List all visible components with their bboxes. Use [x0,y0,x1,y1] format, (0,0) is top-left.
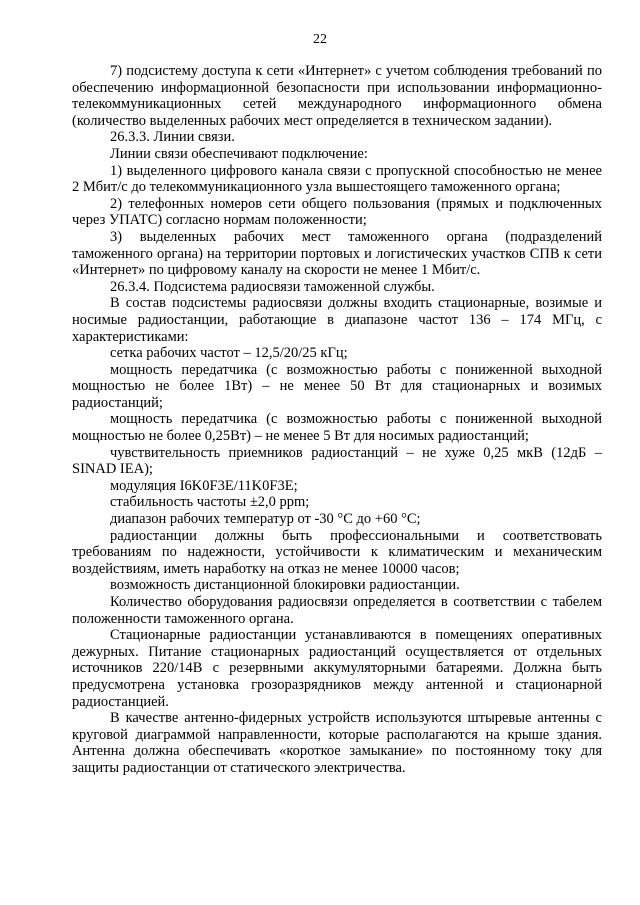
paragraph: Линии связи обеспечивают подключение: [110,145,368,162]
characteristic-item: диапазон рабочих температур от -30 °С до +60 °С; [110,511,421,528]
paragraph: Стационарные радиостанции устанавливаются в помещениях оперативных дежурных. Питание стационарных радиостанций осуществляется от отдельных источников 220/14В с резервными аккумуляторными батареями. Должна быть предусмотрена установка грозоразрядников между антенной и стационарной радиостанцией. [72,627,602,710]
characteristic-item: чувствительность приемников радиостанций – не хуже 0,25 мкВ (12дБ – SINAD IEA); [72,444,602,478]
list-item: 1) выделенного цифрового канала связи с пропускной способностью не менее 2 Мбит/с до телекоммуникационного узла вышестоящего таможенного органа; [72,162,602,196]
characteristic-item: радиостанции должны быть профессиональными и соответствовать требованиям по надежности, устойчивости к климатическим и механическим воздействиям, иметь наработку на отказ не менее 10000 часов; [72,527,602,577]
section-heading: 26.3.4. Подсистема радиосвязи таможенной службы. [110,278,435,295]
list-item: 3) выделенных рабочих мест таможенного органа (подразделений таможенного органа) на территории портовых и логистических участков СПВ к сети «Интернет» по цифровому каналу на скорости не менее 1 Мбит/с. [72,228,602,279]
characteristic-item: стабильность частоты ±2,0 ppm; [110,494,310,511]
document-body [72,63,602,777]
paragraph: 7) подсистему доступа к сети «Интернет» с учетом соблюдения требований по обеспечению информационной безопасности при использовании информационно-телекоммуникационных сетей международного информационного обмена (количество выделенных рабочих мест определяется в техническом задании). [72,63,602,129]
characteristic-item: модуляция I6K0F3E/11K0F3E; [110,477,298,494]
characteristic-item: мощность передатчика (с возможностью работы с пониженной выходной мощностью не более 1Вт) – не менее 50 Вт для стационарных и возимых радиостанций; [72,361,602,411]
paragraph: В состав подсистемы радиосвязи должны входить стационарные, возимые и носимые радиостанции, работающие в диапазоне частот 136 – 174 МГц, с характеристиками: [72,295,602,345]
paragraph: В качестве антенно-фидерных устройств используются штыревые антенны с круговой диаграммой направленности, которые располагаются на крыше здания. Антенна должна обеспечивать «короткое замыкание» по постоянному току для защиты радиостанции от статического электричества. [72,710,602,776]
paragraph: Количество оборудования радиосвязи определяется в соответствии с табелем положенности таможенного органа. [72,594,602,627]
characteristic-item: сетка рабочих частот – 12,5/20/25 кГц; [110,345,348,362]
page-number: 22 [313,32,327,47]
characteristic-item: возможность дистанционной блокировки радиостанции. [110,577,460,594]
list-item: 2) телефонных номеров сети общего пользования (прямых и подключенных через УПАТС) согласно нормам положенности; [72,195,602,229]
characteristic-item: мощность передатчика (с возможностью работы с пониженной выходной мощностью не более 0,25Вт) – не менее 5 Вт для носимых радиостанций; [72,411,602,445]
section-heading: 26.3.3. Линии связи. [110,129,235,146]
